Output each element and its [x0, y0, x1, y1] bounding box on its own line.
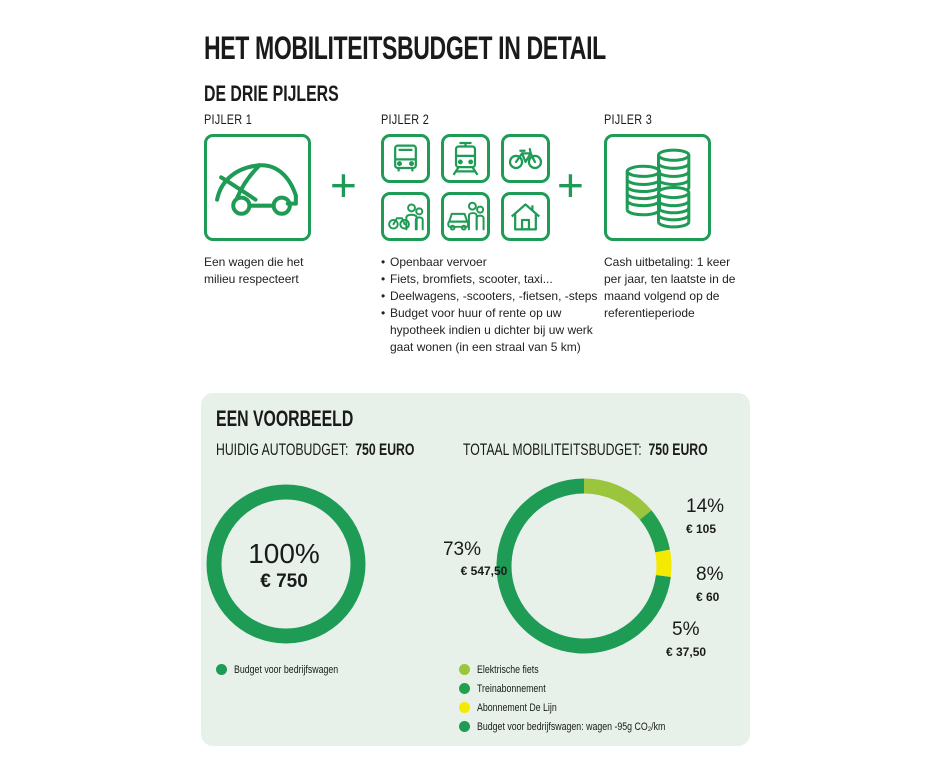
legend-label: Budget voor bedrijfswagen [234, 663, 339, 676]
right-donut-amount-label: € 37,50 [666, 645, 707, 659]
current-car-budget-value: 750 EURO [355, 440, 415, 459]
legend-color-dot [459, 683, 470, 694]
plus-sign-2: + [557, 159, 584, 211]
legend-item [216, 660, 364, 679]
pillar-2-item: • Budget voor huur of rente op uw hypotheek indien u dichter bij uw werk gaat wonen (in een straal van 5 km) [381, 305, 599, 356]
pillar-2-item: • Fiets, bromfiets, scooter, taxi... [381, 271, 599, 288]
right-donut-slice [646, 515, 663, 551]
pillar-1-description: Een wagen die het milieu respecteert [204, 255, 304, 286]
pillar-2-label: PIJLER 2 [381, 111, 430, 127]
right-donut-slice [663, 551, 664, 576]
current-car-budget-label: HUIDIG AUTOBUDGET: [216, 440, 349, 459]
left-donut-percent-label: 100% [248, 538, 320, 569]
legend-color-dot [459, 721, 470, 732]
section-title: DE DRIE PIJLERS [204, 81, 339, 106]
legend-item [459, 660, 712, 679]
pillar-3-label: PIJLER 3 [604, 111, 653, 127]
legend-label: Abonnement De Lijn [477, 701, 557, 714]
right-donut-amount-label: € 105 [686, 522, 717, 536]
left-chart-legend [216, 660, 364, 679]
right-donut-percent-label: 5% [672, 619, 700, 640]
left-donut-amount-label: € 750 [260, 571, 308, 592]
main-title: HET MOBILITEITSBUDGET IN DETAIL [204, 30, 606, 66]
right-donut-percent-label: 14% [686, 496, 725, 517]
total-mobility-budget-value: 750 EURO [648, 440, 708, 459]
pillar-3-description: Cash uitbetaling: 1 keer per jaar, ten laatste in de maand volgend op de referentieperiode [604, 255, 736, 320]
pillar-2-item: • Deelwagens, -scooters, -fietsen, -steps [381, 288, 599, 305]
pillar-1-label: PIJLER 1 [204, 111, 253, 127]
right-donut-amount-label: € 60 [696, 590, 720, 604]
total-mobility-budget-label: TOTAAL MOBILITEITSBUDGET: [463, 440, 642, 459]
plus-sign-1: + [330, 159, 357, 211]
right-donut-slice [584, 486, 646, 515]
legend-label: Treinabonnement [477, 682, 546, 695]
legend-item [459, 717, 712, 736]
legend-label: Budget voor bedrijfswagen: wagen -95g CO₂/km [477, 720, 666, 733]
right-donut-amount-label: € 547,50 [460, 564, 508, 578]
right-chart-legend [459, 660, 712, 736]
pillar-2-item: • Openbaar vervoer [381, 254, 599, 271]
legend-item [459, 698, 712, 717]
legend-item [459, 679, 712, 698]
right-donut-percent-label: 8% [696, 564, 724, 585]
example-title: EEN VOORBEELD [216, 406, 354, 431]
legend-color-dot [459, 702, 470, 713]
legend-label: Elektrische fiets [477, 663, 539, 676]
legend-color-dot [216, 664, 227, 675]
legend-color-dot [459, 664, 470, 675]
right-donut-percent-label: 73% [442, 539, 482, 560]
